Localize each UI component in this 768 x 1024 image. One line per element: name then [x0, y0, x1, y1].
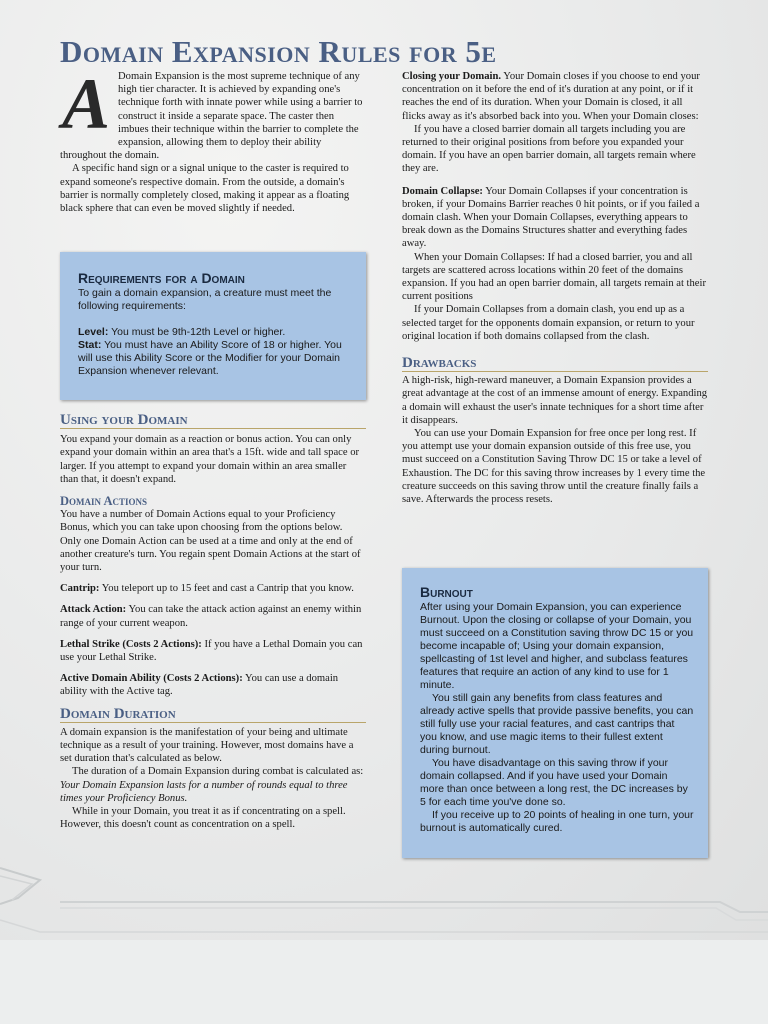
action-attack: Attack Action: You can take the attack action against an enemy within range of your current weapon.	[60, 604, 362, 629]
burnout-paragraph-4: If you receive up to 20 points of healing in one turn, your burnout is automatically cured.	[420, 809, 694, 834]
burnout-paragraph-1: After using your Domain Expansion, you can experience Burnout. Upon the closing or collapse of your Domain, you must succeed on a Constitution saving throw DC 15 or you become incapable of; Using your domain expansion, spellcasting of 1st level and higher, and subclass features features that require an action of any kind to use for 1 minute.	[420, 601, 694, 691]
burnout-paragraph-2: You still gain any benefits from class features and already active spells that provide passive benefits, you can still fully use your racial features, and cast cantrips that you know, and use magic items to their fullest extent during burnout.	[420, 692, 694, 756]
page-title: Domain Expansion Rules for 5e	[60, 34, 497, 69]
requirements-box	[60, 252, 366, 400]
right-column	[402, 70, 708, 506]
closing-domain-text: Closing your Domain. Your Domain closes if you choose to end your concentration on it before the end of it's duration at any point, or if it reaches the end of its duration. When your Domain is closed, it all flicks away as it's absorbed back into you. When your Domain closes:	[402, 71, 700, 122]
requirement-stat: Stat: You must have an Ability Score of 18 or higher. You will use this Ability Score or the Modifier for your Domain Expansion whenever relevant.	[78, 339, 342, 377]
burnout-paragraph-3: You have disadvantage on this saving throw if your domain collapsed. And if you have used your Domain more than once between a long rest, the DC increases by 5 for each time you've done so.	[420, 757, 688, 808]
intro-paragraph-1: Domain Expansion is the most supreme technique of any high tier character. It is achieved by expanding one's technique forth with innate power while using a barrier to construct it inside a separate space. The caster then imbues their technique within the barrier to complete the expansion, allowing them to deploy their ability throughout the domain.	[60, 71, 363, 162]
using-domain-text: You expand your domain as a reaction or bonus action. You can only expand your domain within an area that's a 15ft. wide and tall space or larger. If you attempt to expand your domain within an area smaller than that, it doesn't expand.	[60, 434, 360, 485]
drawbacks-paragraph-1: A high-risk, high-reward maneuver, a Domain Expansion provides a great advantage at the cost of an immense amount of energy. Expanding a domain will exhaust the user's innate techniques for a short time after it disappears.	[402, 375, 708, 426]
drawbacks-heading: Drawbacks	[402, 357, 708, 372]
closing-domain-paragraph-2: If you have a closed barrier domain all targets including you are returned to their original positions from before you expanded your domain. If you have an open barrier domain, all targets remain where they are.	[402, 123, 696, 175]
domain-actions-text: You have a number of Domain Actions equal to your Proficiency Bonus, which you can take upon choosing from the options below. Only one Domain Action can be used at a time and only at the end of another creature's turn. You regain spent Domain Actions at the start of your turn.	[60, 509, 361, 574]
requirement-level: Level: You must be 9th-12th Level or higher.	[78, 326, 286, 338]
page-backdrop	[0, 940, 768, 1024]
collapse-paragraph-2: When your Domain Collapses: If had a closed barrier, you and all targets are scattered across locations within 20 feet of the domains expansion. If you had an open barrier domain, all targets remain at their current positions	[402, 251, 706, 303]
duration-paragraph-3: While in your Domain, you treat it as if concentrating on a spell. However, this doesn't count as concentration on a spell.	[60, 806, 346, 831]
intro-paragraph-2: A specific hand sign or a signal unique to the caster is required to expand someone's respective domain. From the outside, a domain's barrier is normally completely closed, making it appear as a floating black sphere that can even be moved slightly if needed.	[60, 163, 350, 215]
dropcap-letter: A	[62, 64, 111, 144]
using-domain-heading: Using your Domain	[60, 414, 366, 429]
duration-paragraph-2: The duration of a Domain Expansion during combat is calculated as: Your Domain Expansion lasts for a number of rounds equal to three times your Proficiency Bonus.	[60, 766, 364, 804]
requirements-title: Requirements for a Domain	[78, 270, 245, 286]
domain-collapse-text: Domain Collapse: Your Domain Collapses if your concentration is broken, if your Domains Barrier reaches 0 hit points, or if you failed a domain clash. When your Domain Collapses, everything appears to break down as the Domains Structures shatter and everything fades away.	[402, 185, 700, 250]
action-active-ability: Active Domain Ability (Costs 2 Actions): You can use a domain ability with the Active tag.	[60, 673, 339, 698]
burnout-title: Burnout	[420, 584, 473, 600]
duration-paragraph-1: A domain expansion is the manifestation of your being and ultimate technique as a result of your training. However, most domains have a set duration that's calculated as below.	[60, 726, 354, 765]
domain-actions-heading: Domain Actions	[60, 494, 147, 509]
left-column	[60, 64, 366, 215]
drawbacks-paragraph-2: You can use your Domain Expansion for free once per long rest. If you attempt use your domain expansion outside of this free use, you must succeed on a Constitution Saving Throw DC 15 or take a level of Exhaustion. The DC for this saving throw increases by 1 every time the creature succeeds on this saving throw until the creature finally fails a save. Afterwards the process resets.	[402, 428, 706, 506]
collapse-paragraph-3: If your Domain Collapses from a domain clash, you end up as a selected target for the opponents domain expansion, or return to your original location if both domains collapsed from the clash.	[402, 304, 695, 342]
left-column-lower	[60, 414, 366, 831]
burnout-box	[402, 568, 708, 858]
requirements-intro: To gain a domain expansion, a creature must meet the following requirements:	[78, 287, 332, 312]
domain-duration-heading: Domain Duration	[60, 708, 366, 723]
action-lethal-strike: Lethal Strike (Costs 2 Actions): If you have a Lethal Domain you can use your Lethal Strike.	[60, 638, 363, 664]
action-cantrip: Cantrip: You teleport up to 15 feet and cast a Cantrip that you know.	[60, 583, 354, 595]
